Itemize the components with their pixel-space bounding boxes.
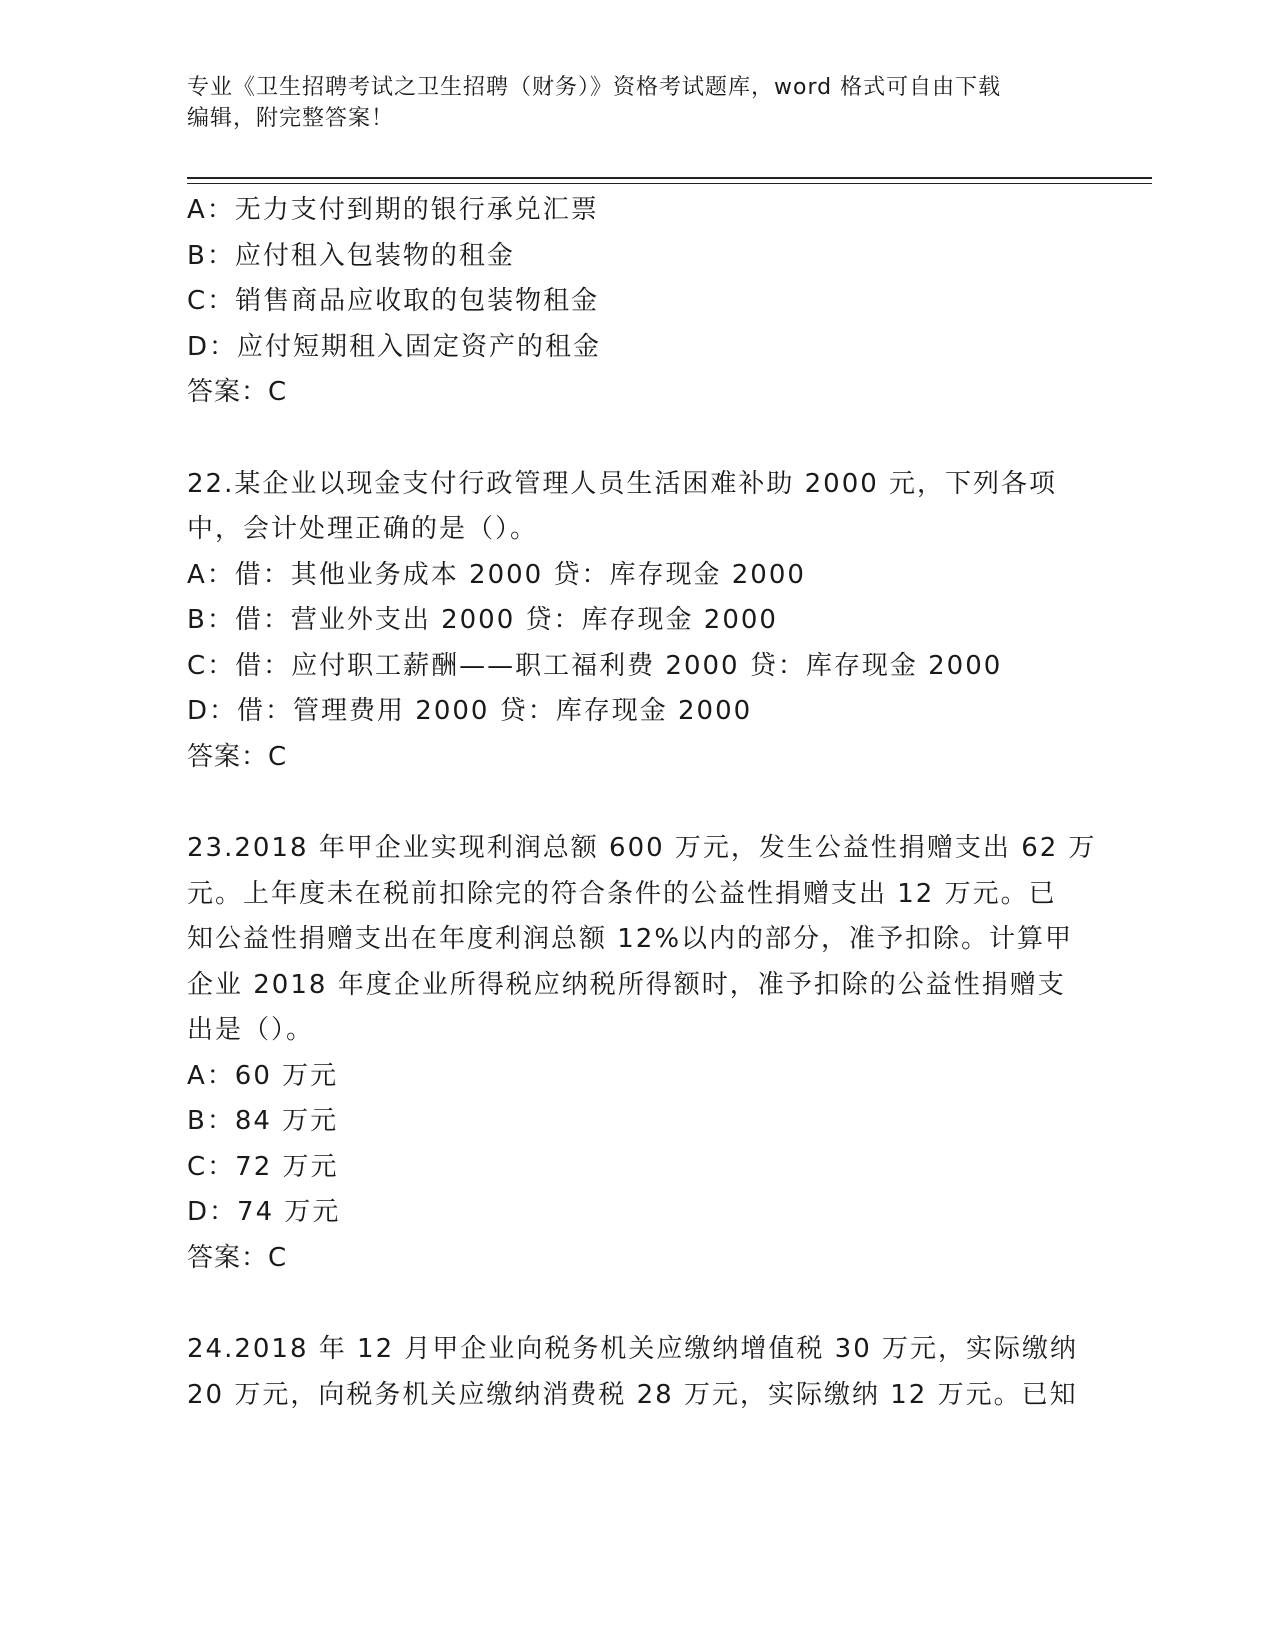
answer: 答案：C (187, 377, 288, 407)
question-list (187, 188, 1097, 1418)
header-divider-thin (187, 183, 1152, 184)
question-22 (187, 462, 1087, 781)
option-b: B：应付租入包装物的租金 (187, 240, 515, 271)
spacer (187, 416, 1087, 462)
option-d: D：74 万元 (187, 1197, 341, 1227)
option-b: B：借：营业外支出 2000 贷：库存现金 2000 (187, 605, 778, 635)
option-d: D：借：管理费用 2000 贷：库存现金 2000 (187, 696, 753, 726)
question-stem-line: 元。上年度未在税前扣除完的符合条件的公益性捐赠支出 12 万元。已 (187, 878, 1057, 909)
option-a: A：借：其他业务成本 2000 贷：库存现金 2000 (187, 559, 806, 590)
question-stem-line: 22.某企业以现金支付行政管理人员生活困难补助 2000 元，下列各项 (187, 468, 1058, 499)
question-stem-line: 企业 2018 年度企业所得税应纳税所得额时，准予扣除的公益性捐赠支 (187, 969, 1066, 1000)
spacer (187, 1281, 1087, 1327)
question-stem-line: 出是（）。 (187, 1015, 315, 1045)
option-c: C：销售商品应收取的包装物租金 (187, 286, 600, 316)
page-header (187, 72, 1087, 134)
option-c: C：72 万元 (187, 1151, 339, 1182)
answer: 答案：C (187, 741, 288, 772)
option-b: B：84 万元 (187, 1106, 339, 1136)
question-21 (187, 188, 1087, 416)
option-a: A：60 万元 (187, 1060, 339, 1091)
question-stem-line: 中，会计处理正确的是（）。 (187, 514, 539, 544)
header-line-1: 专业《卫生招聘考试之卫生招聘（财务）》资格考试题库，word 格式可自由下载 (187, 75, 1002, 100)
header-line-2: 编辑，附完整答案！ (187, 106, 395, 131)
question-stem-line: 24.2018 年 12 月甲企业向税务机关应缴纳增值税 30 万元，实际缴纳 (187, 1334, 1079, 1364)
header-divider-thick (187, 177, 1152, 179)
question-23 (187, 826, 1097, 1281)
option-a: A：无力支付到期的银行承兑汇票 (187, 195, 599, 225)
answer: 答案：C (187, 1242, 288, 1273)
question-24 (187, 1327, 1087, 1418)
option-d: D：应付短期租入固定资产的租金 (187, 331, 602, 362)
spacer (187, 780, 1087, 826)
question-stem-line: 20 万元，向税务机关应缴纳消费税 28 万元，实际缴纳 12 万元。已知 (187, 1379, 1078, 1410)
question-stem-line: 23.2018 年甲企业实现利润总额 600 万元，发生公益性捐赠支出 62 万 (187, 833, 1097, 863)
option-c: C：借：应付职工薪酬——职工福利费 2000 贷：库存现金 2000 (187, 650, 1003, 681)
question-stem-line: 知公益性捐赠支出在年度利润总额 12%以内的部分，准予扣除。计算甲 (187, 924, 1074, 954)
